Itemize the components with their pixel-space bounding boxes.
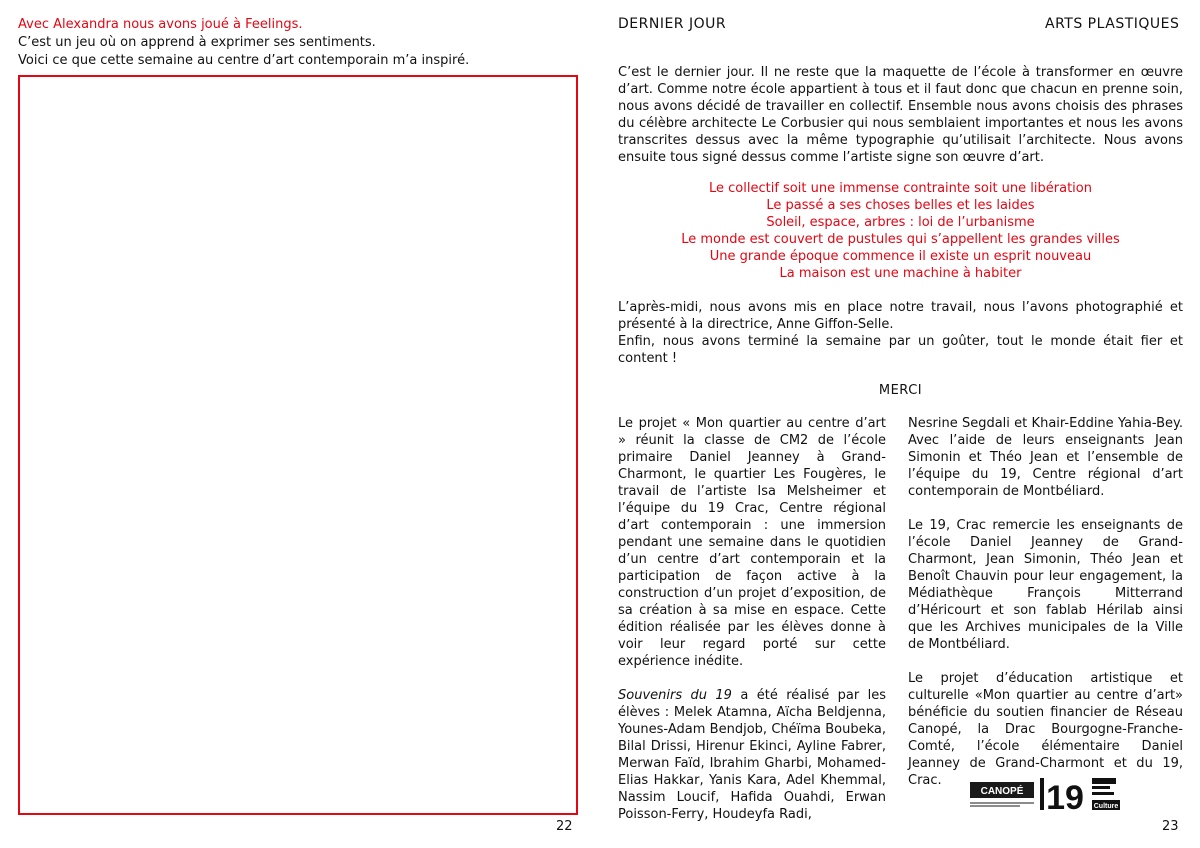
crac-19-logo xyxy=(1040,778,1084,812)
intro-title: Avec Alexandra nous avons joué à Feelings. xyxy=(18,17,303,32)
quote-line: Le monde est couvert de pustules qui s’appellent les grandes villes xyxy=(681,232,1120,247)
ministere-culture-logo xyxy=(1092,778,1120,810)
students-continued: Nesrine Segdali et Khair-Eddine Yahia-Bey. Avec l’aide de leurs enseignants Jean Simonin et Théo Jean et l’ensemble de l’équipe du 19, Centre régional d’art contemporain de Montbéliard. xyxy=(908,416,1183,499)
students-list: a été réalisé par les élèves : Melek Atamna, Aïcha Beldjenna, Younes-Adam Bendjob, Chéïma Boubeka, Bilal Drissi, Hirenur Ekinci, Ayline Fabrer, Merwan Faïd, Ibrahim Gharbi, Mohamed-Elias Hakkar, Yanis Kara, Adel Khemmal, Nassim Loucif, Hafida Ouahdi, Erwan Poisson-Ferry, Houdeyfa Radi, xyxy=(618,688,886,822)
project-description: Le projet « Mon quartier au centre d’art » réunit la classe de CM2 de l’école primaire Daniel Jeanney à Grand-Charmont, le quartier Les Fougères, le travail de l’artiste Isa Melsheimer et l’équipe du 19 Crac, Centre régional d’art contemporain : une immersion pendant une semaine dans le quotidien d’un centre d’art contemporain et la participation de façon active à la construction d’un projet d’exposition, de sa création à sa mise en espace. Cette édition réalisée par les élèves donne à voir leur regard porté sur cette expérience inédite. xyxy=(618,416,886,669)
quote-line: Une grande époque commence il existe un esprit nouveau xyxy=(709,249,1092,264)
subject-header: ARTS PLASTIQUES xyxy=(1045,16,1180,32)
edition-title: Souvenirs du 19 xyxy=(618,688,732,703)
section-header: DERNIER JOUR xyxy=(618,16,727,32)
thanks-paragraph: Le 19, Crac remercie les enseignants de l’école Daniel Jeanney de Grand-Charmont, Jean Simonin, Théo Jean et Benoît Chauvin pour leur engagement, la Médiathèque François Mitterrand d’Héricourt et son fablab Hérilab ainsi que les Archives municipales de la Ville de Montbéliard. xyxy=(908,518,1183,652)
left-intro-block xyxy=(18,16,578,70)
afternoon-paragraph xyxy=(618,299,1183,367)
canope-logo xyxy=(970,782,1034,806)
afternoon-line: Enfin, nous avons terminé la semaine par un goûter, tout le monde était fier et content ! xyxy=(618,334,1183,366)
quote-line: Soleil, espace, arbres : loi de l’urbanisme xyxy=(766,215,1035,230)
intro-paragraph: C’est le dernier jour. Il ne reste que la maquette de l’école à transformer en œuvre d’art. Comme notre école appartient à tous et il faut donc que chacun en prenne soin, nous avons décidé de travailler en collectif. Ensemble nous avons choisis des phrases du célèbre architecte Le Corbusier qui nous semblaient importantes et nous les avons transcrites dessus avec la même typographie qu’utilisait l’architecte. Nous avons ensuite tous signé dessus comme l’artiste signe son œuvre d’art. xyxy=(618,65,1183,165)
intro-line: C’est un jeu où on apprend à exprimer ses sentiments. xyxy=(18,35,376,50)
logos-svg xyxy=(970,776,1120,812)
funding-paragraph: Le projet d’éducation artistique et culturelle «Mon quartier au centre d’art» bénéficie du soutien financier de Réseau Canopé, la Drac Bourgogne-Franche-Comté, l’école élémentaire Daniel Jeanney de Grand-Charmont et du 19, Crac. xyxy=(908,671,1183,788)
quote-line: Le collectif soit une immense contrainte soit une libération xyxy=(709,181,1092,196)
quote-line: La maison est une machine à habiter xyxy=(779,266,1022,281)
merci-title: MERCI xyxy=(878,383,923,398)
students-paragraph xyxy=(618,687,886,823)
intro-line: Voici ce que cette semaine au centre d’art contemporain m’a inspiré. xyxy=(18,53,470,68)
page-number-left: 22 xyxy=(556,819,573,834)
quote-line: Le passé a ses choses belles et les laides xyxy=(766,198,1035,213)
credits-column-left xyxy=(618,415,886,840)
partner-logos xyxy=(970,776,1120,812)
afternoon-line: L’après-midi, nous avons mis en place notre travail, nous l’avons photographié et présenté à la directrice, Anne Giffon-Selle. xyxy=(618,300,1183,332)
drawing-frame xyxy=(18,75,578,815)
crac-19-logo-text: 19 xyxy=(1046,779,1084,812)
canope-logo-text: CANOPÉ xyxy=(980,786,1024,797)
page-number-right: 23 xyxy=(1162,819,1179,834)
credits-column-right xyxy=(908,415,1183,806)
culture-logo-text: Culture xyxy=(1093,803,1119,810)
quotes-list xyxy=(618,180,1183,282)
